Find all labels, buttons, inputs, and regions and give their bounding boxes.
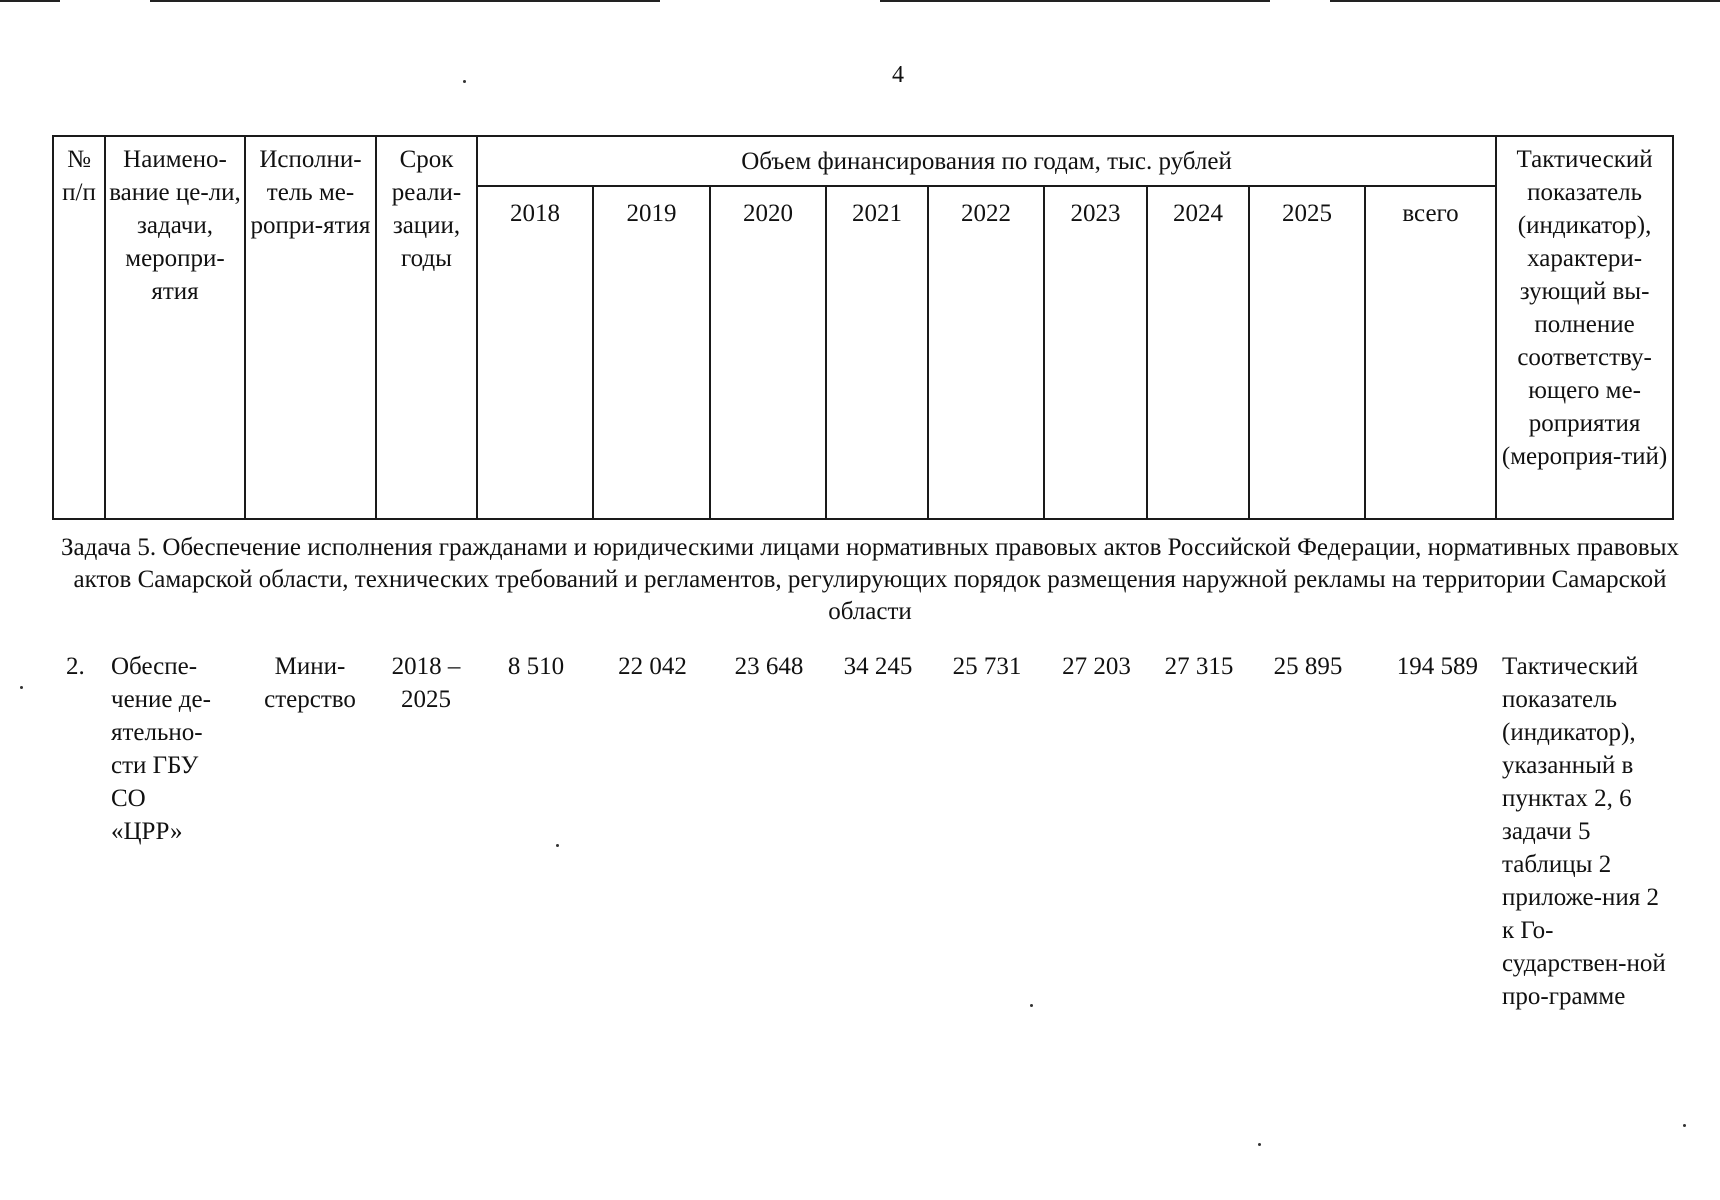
scan-edge-line [1330,0,1720,2]
row-value-2021: 34 245 [843,653,913,680]
header-number-label: № п/п [62,146,96,206]
header-indicator [1496,136,1673,519]
funding-table-header [52,135,1674,520]
header-year-2024: 2024 [1147,186,1249,519]
header-executor [245,136,376,519]
row-executor: Мини-стерство [264,653,356,713]
task-title: Задача 5. Обеспечение исполнения гражданами и юридическими лицами нормативных правовых актов Российской Федерации, нормативных правовых актов Самарской области, технических требований и регламентов, регулирующих порядок размещения наружной рекламы на территории Самарской области [60,534,1680,625]
row-value-2024: 27 315 [1164,653,1234,680]
row-value-2019: 22 042 [618,653,687,680]
header-year-2025: 2025 [1249,186,1365,519]
scan-speck [1030,1004,1033,1007]
header-year-2023: 2023 [1044,186,1147,519]
row-name: Обеспе-чение де-ятельно-сти ГБУ СО «ЦРР» [111,653,211,845]
scan-speck [463,80,466,83]
scan-edge-line [0,0,60,2]
header-year-2021: 2021 [826,186,928,519]
header-term [376,136,477,519]
header-funding-group [477,136,1496,186]
header-name-label: Наимено-вание це-ли, задачи, меропри-ятия [109,146,241,305]
header-year-2018: 2018 [477,186,593,519]
row-number: 2. [66,653,85,680]
row-value-2023: 27 203 [1062,653,1131,680]
scan-edge-line [880,0,1270,2]
scan-edge-line [150,0,660,2]
header-executor-label: Исполни-тель ме-ропри-ятия [250,146,371,239]
row-value-total: 194 589 [1396,653,1478,680]
header-number [53,136,105,519]
scan-speck [1683,1124,1686,1127]
header-funding-label: Объем финансирования по годам, тыс. рублей [741,148,1232,175]
scan-speck [20,686,23,689]
row-term: 2018 – 2025 [391,653,461,713]
header-year-2022: 2022 [928,186,1044,519]
header-total: всего [1365,186,1496,519]
scan-speck [556,844,559,847]
header-term-label: Срок реали-зации, годы [391,146,462,272]
row-value-2020: 23 648 [734,653,804,680]
row-indicator: Тактический показатель (индикатор), указанный в пунктах 2, 6 задачи 5 таблицы 2 приложе-ния 2 к Го-сударствен-ной про-грамме [1502,653,1666,1010]
page-number: 4 [892,62,904,88]
row-value-2018: 8 510 [507,653,565,680]
scan-speck [1258,1143,1261,1146]
header-year-2020: 2020 [710,186,826,519]
row-value-2025: 25 895 [1273,653,1343,680]
header-year-2019: 2019 [593,186,710,519]
row-value-2022: 25 731 [952,653,1022,680]
header-name [105,136,245,519]
header-indicator-label: Тактический показатель (индикатор), характери-зующий вы-полнение соответству-ющего ме-роприятия (мероприя-тий) [1501,146,1668,470]
